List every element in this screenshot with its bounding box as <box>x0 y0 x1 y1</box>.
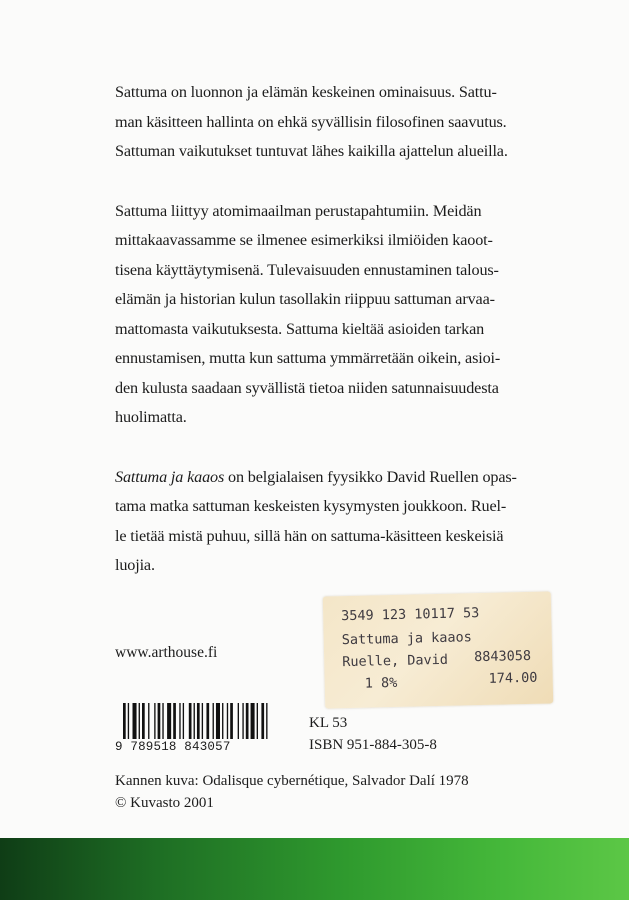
barcode-bars <box>123 703 301 739</box>
text-line: tisena käyttäytymisenä. Tulevaisuuden ennustaminen talous- <box>115 260 499 279</box>
book-title-italic: Sattuma ja kaaos <box>115 467 225 486</box>
text-line: ennustamisen, mutta kun sattuma ymmärretään oikein, asioi- <box>115 349 501 367</box>
sticker-author: Ruelle, David <box>342 651 449 671</box>
text-line: Sattuman vaikutukset tuntuvat lähes kaikilla ajattelun alueilla. <box>115 142 508 160</box>
text-line: Sattuma liittyy atomimaailman perustapahtumiin. Meidän <box>115 201 482 220</box>
sticker-title: Sattuma ja kaaos <box>341 629 472 649</box>
text-line: le tietää mistä puhuu, sillä hän on sattuma-käsitteen keskeisiä <box>115 526 504 545</box>
sticker-price: 174.00 <box>488 669 538 687</box>
text-line: mittakaavassamme se ilmenee esimerkiksi ilmiöiden kaoot- <box>115 231 493 249</box>
paragraph-1 <box>115 78 535 167</box>
sticker-tax: 1 8% <box>364 674 398 692</box>
isbn-barcode <box>115 703 299 755</box>
cover-credits <box>115 770 469 814</box>
barcode-digits: 9 789518 843057 <box>115 740 231 754</box>
cover-image-credit: Kannen kuva: Odalisque cybernétique, Salvador Dalí 1978 <box>115 773 469 789</box>
isbn-number: ISBN 951-884-305-8 <box>309 737 437 753</box>
price-sticker <box>323 591 553 708</box>
text-line: man käsitteen hallinta on ehkä syvällisin filosofinen saavutus. <box>115 112 507 131</box>
text-line: Sattuma on luonnon ja elämän keskeinen ominaisuus. Sattu- <box>115 83 497 101</box>
text-line: den kulusta saadaan syvällistä tietoa niiden satunnaisuudesta <box>115 378 499 397</box>
text-line: luojia. <box>115 556 155 574</box>
catalog-info <box>309 712 437 756</box>
text-line: mattomasta vaikutuksesta. Sattuma kieltää asioiden tarkan <box>115 319 485 338</box>
text-line <box>115 463 535 493</box>
copyright-line: © Kuvasto 2001 <box>115 795 214 811</box>
publisher-website: www.arthouse.fi <box>115 644 218 661</box>
sticker-product-code: 8843058 <box>473 647 532 666</box>
text-line: tama matka sattuman keskeisten kysymysten joukkoon. Ruel- <box>115 497 507 515</box>
paragraph-2 <box>115 197 535 433</box>
text-line: elämän ja historian kulun tasollakin riippuu sattuman arvaa- <box>115 290 495 308</box>
paragraph-3 <box>115 463 535 581</box>
blurb-text <box>115 78 535 611</box>
kl-class: KL 53 <box>309 715 348 731</box>
text-line: huolimatta. <box>115 408 187 426</box>
text-line-rest: on belgialaisen fyysikko David Ruellen opas- <box>224 467 517 486</box>
green-color-band <box>0 838 629 900</box>
sticker-code-line: 3549 123 10117 53 <box>341 605 480 625</box>
